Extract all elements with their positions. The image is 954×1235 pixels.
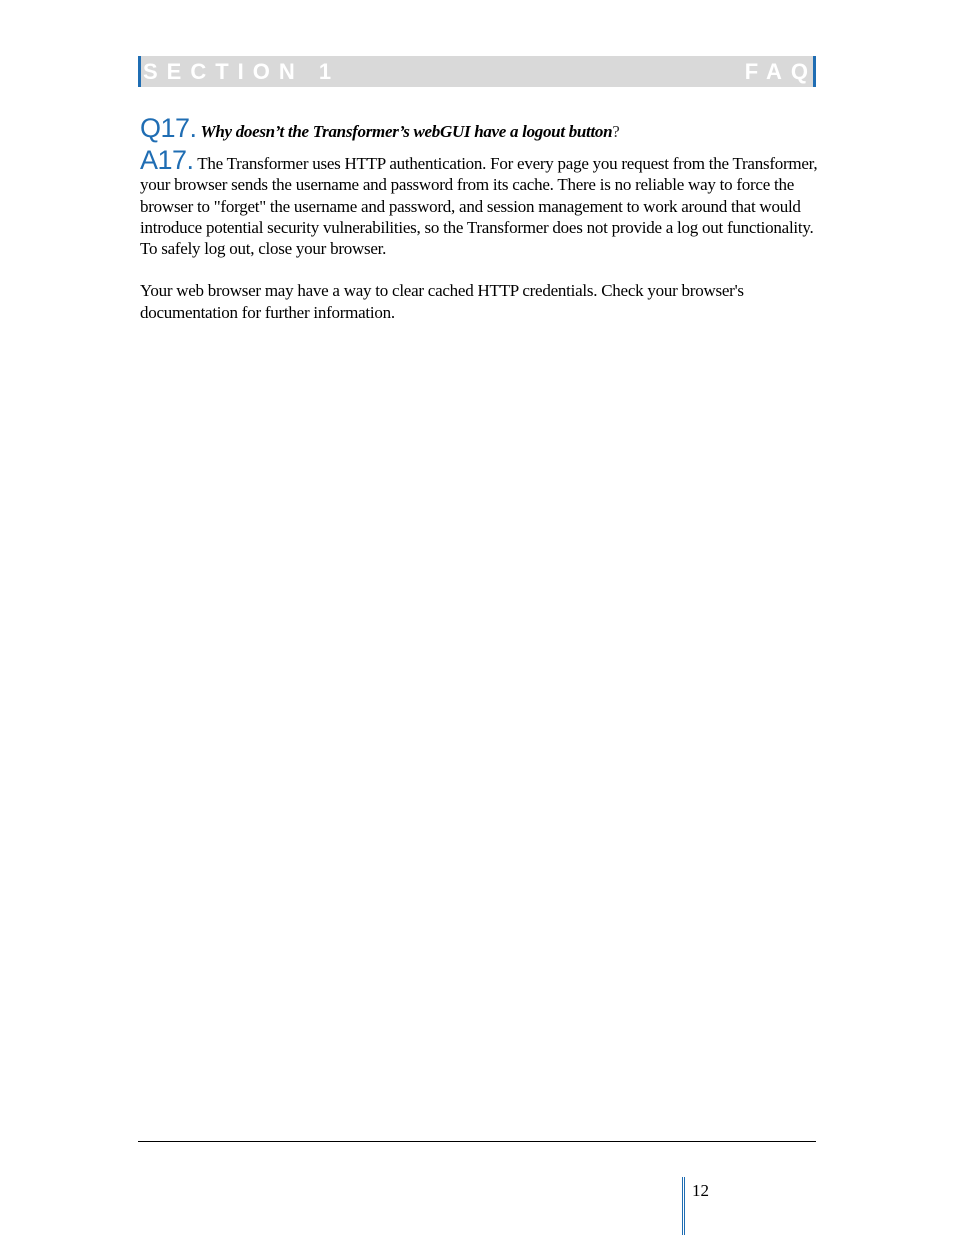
answer-label: A17. xyxy=(140,145,194,175)
question-text: Why doesn’t the Transformer’s webGUI have a logout button xyxy=(200,122,613,141)
answer-paragraph-1 xyxy=(140,145,820,259)
answer-block xyxy=(140,145,820,323)
section-header-bar xyxy=(138,56,816,87)
answer-paragraph-1-text: The Transformer uses HTTP authentication. For every page you request from the Transformer, your browser sends the username and password from its cache. There is no reliable way to force the browser to "forget" the username and password, and session management to work around that would introduce potential security vulnerabilities, so the Transformer does not provide a log out functionality. To safely log out, close your browser. xyxy=(140,154,818,259)
footer-rule xyxy=(138,1141,816,1142)
question-row xyxy=(140,113,820,144)
answer-paragraph-2: Your web browser may have a way to clear cached HTTP credentials. Check your browser's documentation for further information. xyxy=(140,281,744,322)
section-label: SECTION 1 xyxy=(143,59,341,84)
page-number-divider xyxy=(682,1177,685,1235)
page-number: 12 xyxy=(692,1181,709,1200)
question-label: Q17. xyxy=(140,113,197,143)
topic-label: FAQ xyxy=(744,59,817,84)
question-mark: ? xyxy=(612,122,620,141)
